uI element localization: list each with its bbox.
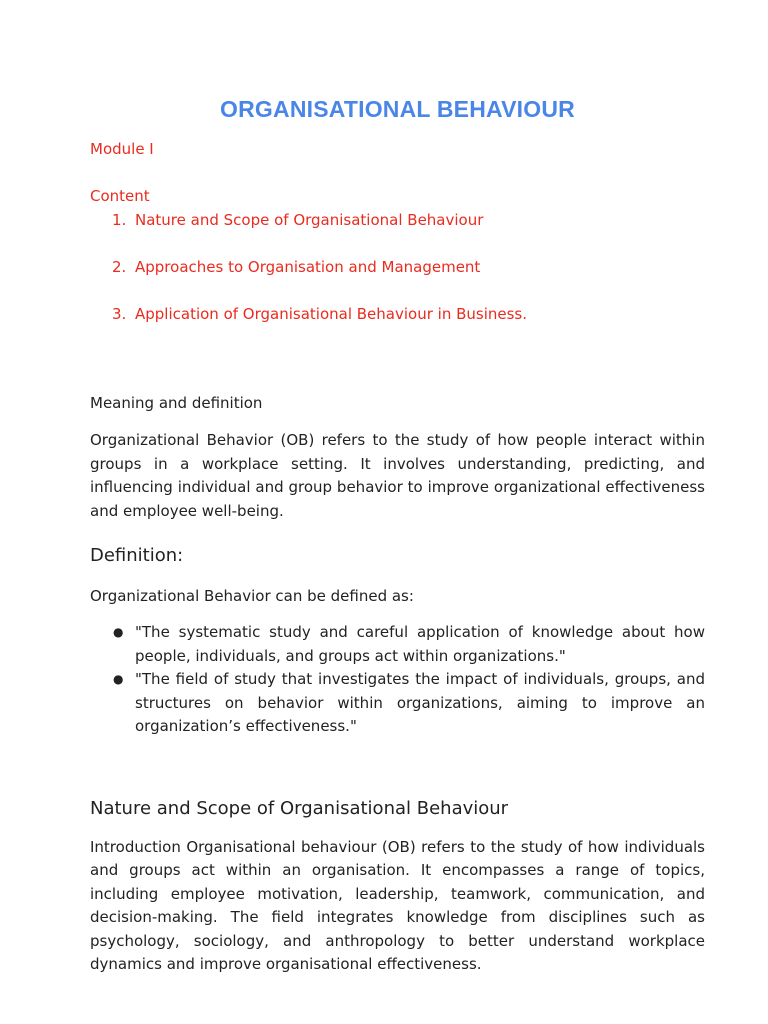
toc-item	[112, 303, 705, 325]
toc-item-number: 3.	[112, 305, 127, 323]
table-of-contents	[90, 209, 705, 325]
toc-item-text: Approaches to Organisation and Management	[135, 258, 481, 276]
definition-heading: Definition:	[90, 545, 184, 566]
toc-item	[112, 256, 705, 278]
list-item	[113, 668, 705, 739]
definition-text: "The field of study that investigates the impact of individuals, groups, and structures on behavior within organizations, aiming to improve an organization’s effectiveness."	[135, 670, 705, 735]
document-title: ORGANISATIONAL BEHAVIOUR	[220, 96, 575, 122]
list-item	[113, 621, 705, 668]
defined-as-text: Organizational Behavior can be defined as:	[90, 587, 414, 605]
toc-item-number: 1.	[112, 211, 127, 229]
toc-item	[112, 209, 705, 231]
toc-item-number: 2.	[112, 258, 127, 276]
definition-list	[90, 621, 705, 739]
nature-scope-paragraph: Introduction Organisational behaviour (OB) refers to the study of how individuals and groups act within an organisation. It encompasses a range of topics, including employee motivation, leadership, teamwork, communication, and decision-making. The field integrates knowledge from disciplines such as psychology, sociology, and anthropology to better understand workplace dynamics and improve organisational effectiveness.	[90, 837, 705, 973]
nature-scope-heading: Nature and Scope of Organisational Behaviour	[90, 797, 509, 819]
toc-item-text: Nature and Scope of Organisational Behaviour	[135, 211, 484, 229]
content-label: Content	[90, 187, 150, 205]
toc-item-text: Application of Organisational Behaviour in Business.	[135, 305, 528, 323]
bullet-icon: ●	[113, 672, 124, 686]
bullet-icon: ●	[113, 625, 124, 639]
meaning-paragraph: Organizational Behavior (OB) refers to the study of how people interact within groups in a workplace setting. It involves understanding, predicting, and influencing individual and group behavior to improve organizational effectiveness and employee well-being.	[90, 431, 705, 520]
meaning-heading: Meaning and definition	[90, 394, 263, 412]
definition-text: "The systematic study and careful application of knowledge about how people, individuals, and groups act within organizations."	[135, 623, 705, 665]
module-label: Module I	[90, 140, 154, 158]
